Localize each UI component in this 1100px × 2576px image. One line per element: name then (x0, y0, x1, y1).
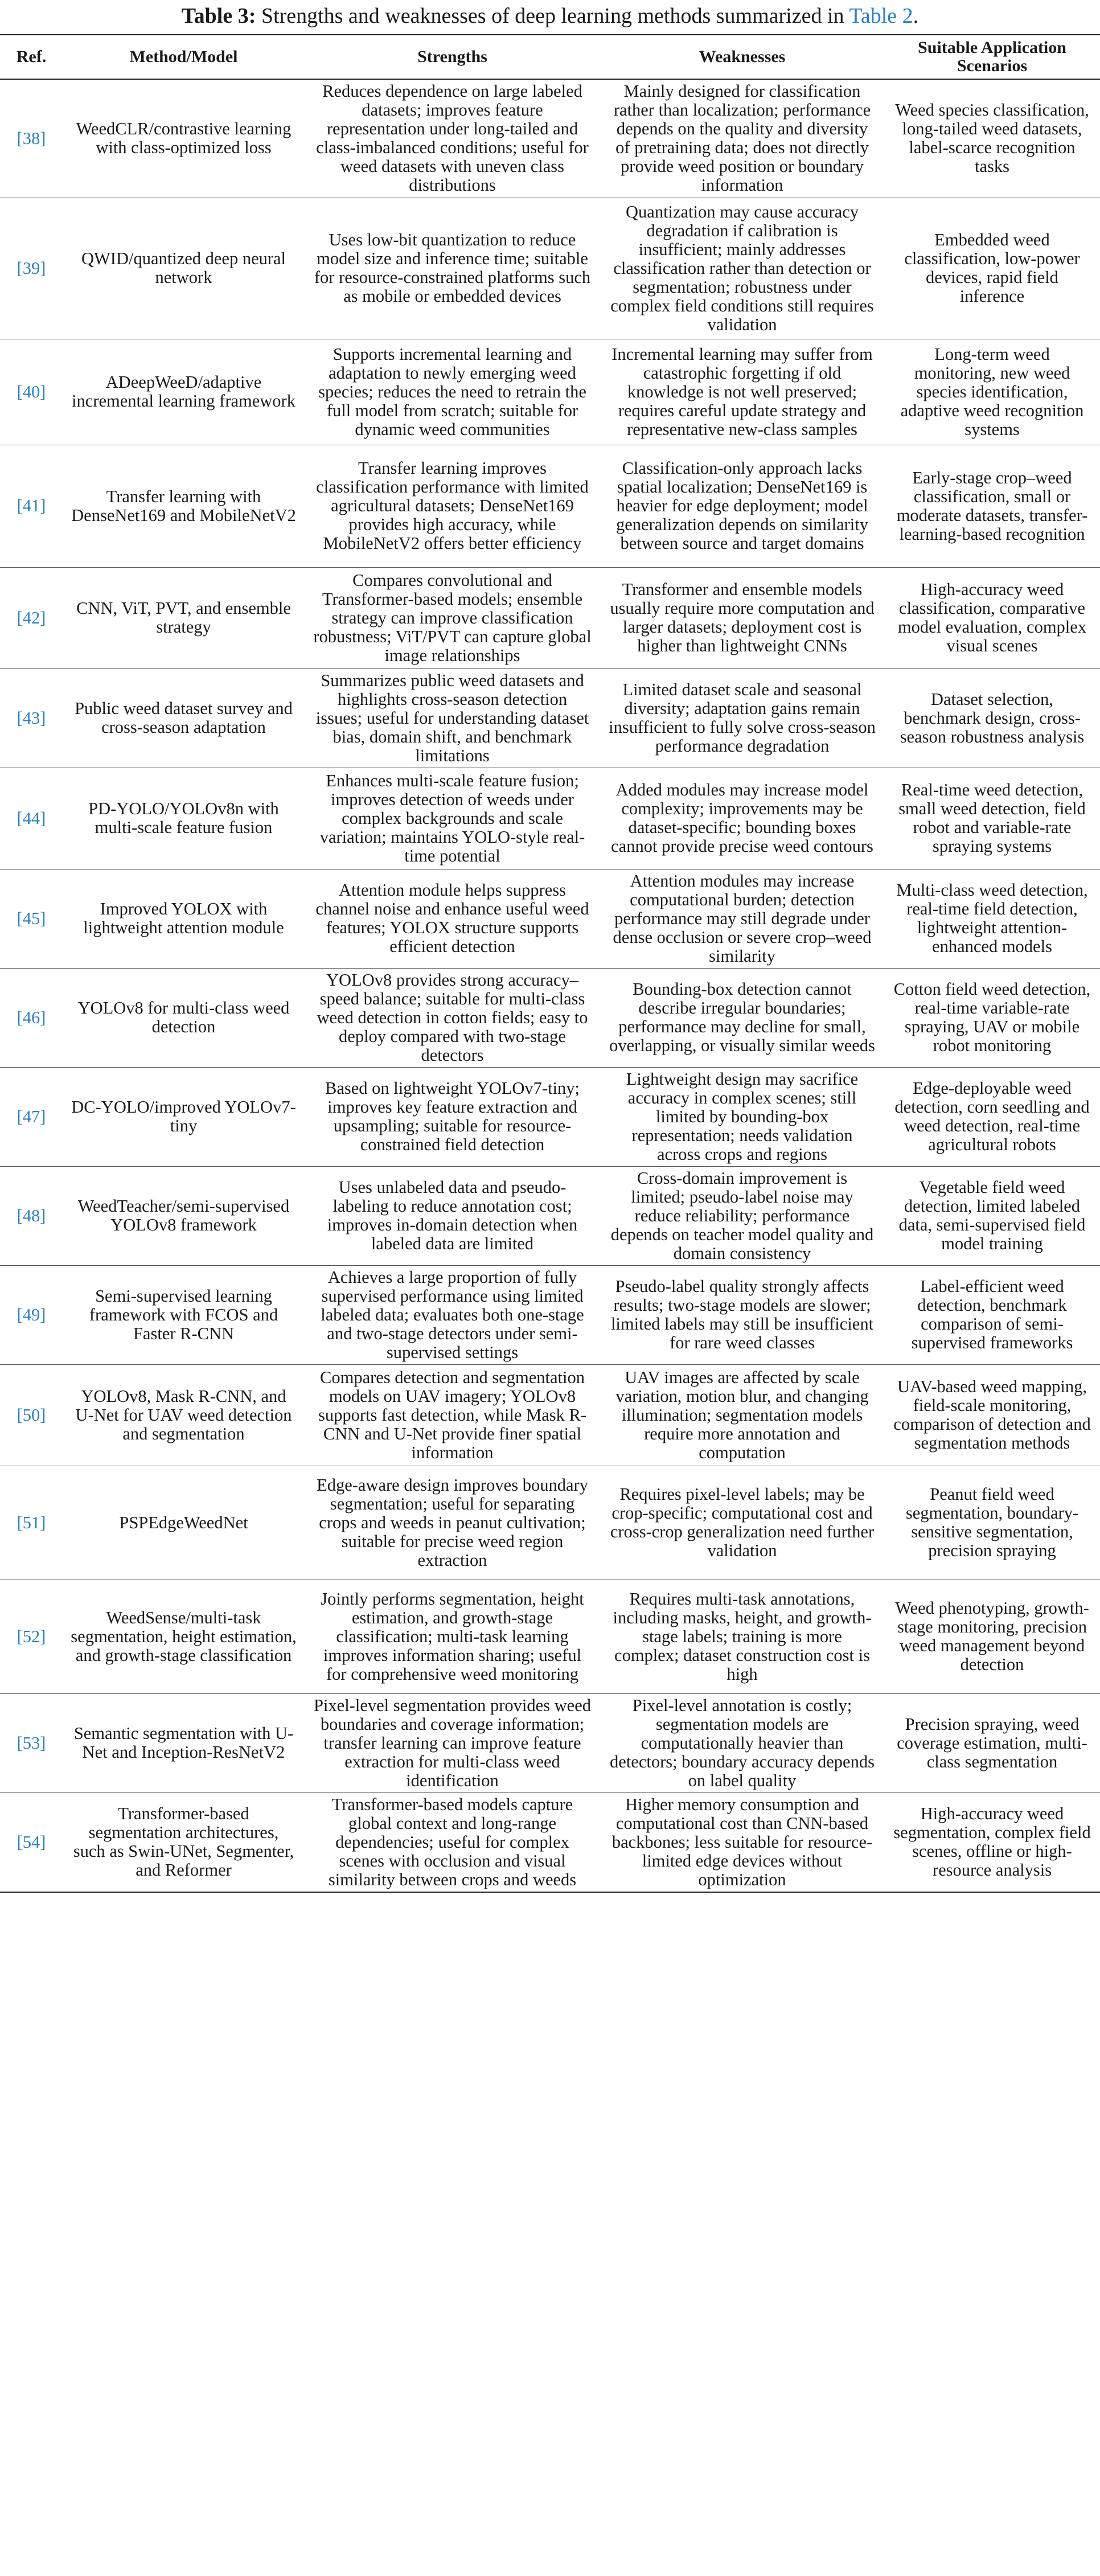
cell-scenarios: UAV-based weed mapping, field-scale monitoring, comparison of detection and segmentation methods (884, 1364, 1100, 1466)
citation-link[interactable]: 40 (22, 382, 40, 401)
table-row (0, 968, 1100, 1067)
cell-weaknesses: Classification-only approach lacks spatial localization; DenseNet169 is heavier for edge deployment; model generalization depends on similarity between source and target domains (600, 445, 884, 567)
table-body (0, 79, 1100, 1892)
cell-strengths: Compares convolutional and Transformer-based models; ensemble strategy can improve classification robustness; ViT/PVT can capture global image relationships (305, 567, 600, 668)
table-row (0, 567, 1100, 668)
cell-strengths: Pixel-level segmentation provides weed boundaries and coverage information; transfer learning can improve feature extraction for multi-class weed identification (305, 1693, 600, 1792)
cell-weaknesses: Cross-domain improvement is limited; pseudo-label noise may reduce reliability; performance depends on teacher model quality and domain consistency (600, 1166, 884, 1265)
citation-link[interactable]: 51 (22, 1512, 40, 1532)
cell-strengths: Based on lightweight YOLOv7-tiny; improves key feature extraction and upsampling; suitable for resource-constrained field detection (305, 1067, 600, 1166)
cell-weaknesses: Pseudo-label quality strongly affects results; two-stage models are slower; limited labels may still be insufficient for rare weed classes (600, 1265, 884, 1364)
cell-method: WeedSense/multi-task segmentation, height estimation, and growth-stage classification (63, 1580, 305, 1693)
citation-link[interactable]: 43 (22, 708, 40, 728)
table-row (0, 1792, 1100, 1892)
table-row (0, 668, 1100, 768)
table-row (0, 768, 1100, 869)
header-strengths: Strengths (305, 35, 600, 79)
cell-weaknesses: UAV images are affected by scale variation, motion blur, and changing illumination; segmentation models require more annotation and computation (600, 1364, 884, 1466)
header-ref: Ref. (0, 35, 63, 79)
citation-link[interactable]: 38 (22, 128, 40, 148)
header-method: Method/Model (63, 35, 305, 79)
cell-strengths: Transfer learning improves classification performance with limited agricultural datasets; DenseNet169 provides high accuracy, while MobileNetV2 offers better efficiency (305, 445, 600, 567)
cell-method: DC-YOLO/improved YOLOv7-tiny (63, 1067, 305, 1166)
citation-link[interactable]: 49 (22, 1305, 40, 1324)
cell-ref: [46] (0, 968, 63, 1067)
cell-method: PD-YOLO/YOLOv8n with multi-scale feature fusion (63, 768, 305, 869)
cell-strengths: Reduces dependence on large labeled datasets; improves feature representation under long-tailed and class-imbalanced conditions; useful for weed datasets with uneven class distributions (305, 79, 600, 198)
cell-ref: [42] (0, 567, 63, 668)
cell-ref: [50] (0, 1364, 63, 1466)
cell-strengths: Achieves a large proportion of fully supervised performance using limited labeled data; evaluates both one-stage and two-stage detectors under semi-supervised settings (305, 1265, 600, 1364)
cell-method: Public weed dataset survey and cross-season adaptation (63, 668, 305, 768)
citation-link[interactable]: 53 (22, 1733, 40, 1753)
cell-method: Semantic segmentation with U-Net and Inception-ResNetV2 (63, 1693, 305, 1792)
cell-strengths: Enhances multi-scale feature fusion; improves detection of weeds under complex backgrounds and scale variation; maintains YOLO-style real-time potential (305, 768, 600, 869)
cell-strengths: Summarizes public weed datasets and highlights cross-season detection issues; useful for understanding dataset bias, domain shift, and benchmark limitations (305, 668, 600, 768)
cell-ref: [43] (0, 668, 63, 768)
cell-scenarios: Early-stage crop–weed classification, small or moderate datasets, transfer-learning-based recognition (884, 445, 1100, 567)
table-row (0, 79, 1100, 198)
cell-strengths: Supports incremental learning and adaptation to newly emerging weed species; reduces the need to retrain the full model from scratch; suitable for dynamic weed communities (305, 339, 600, 445)
table-caption (0, 0, 1100, 34)
citation-link[interactable]: 41 (22, 496, 40, 515)
cell-ref: [44] (0, 768, 63, 869)
cell-scenarios: Edge-deployable weed detection, corn seedling and weed detection, real-time agricultural robots (884, 1067, 1100, 1166)
caption-end: . (913, 4, 919, 28)
cell-ref: [45] (0, 869, 63, 968)
citation-link[interactable]: 42 (22, 608, 40, 627)
cell-ref: [38] (0, 79, 63, 198)
table-row (0, 445, 1100, 567)
cell-weaknesses: Bounding-box detection cannot describe irregular boundaries; performance may decline for small, overlapping, or visually similar weeds (600, 968, 884, 1067)
cell-weaknesses: Limited dataset scale and seasonal diversity; adaptation gains remain insufficient to fully solve cross-season performance degradation (600, 668, 884, 768)
table-row (0, 198, 1100, 339)
comparison-table (0, 34, 1100, 1893)
table-row (0, 339, 1100, 445)
cell-weaknesses: Higher memory consumption and computational cost than CNN-based backbones; less suitable for resource-limited edge devices without optimization (600, 1792, 884, 1892)
cell-scenarios: High-accuracy weed classification, comparative model evaluation, complex visual scenes (884, 567, 1100, 668)
citation-link[interactable]: 50 (22, 1405, 40, 1425)
cell-method: Improved YOLOX with lightweight attention module (63, 869, 305, 968)
table-row (0, 1166, 1100, 1265)
cell-ref: [54] (0, 1792, 63, 1892)
citation-link[interactable]: 46 (22, 1007, 40, 1027)
cell-method: YOLOv8, Mask R-CNN, and U-Net for UAV weed detection and segmentation (63, 1364, 305, 1466)
table-row (0, 869, 1100, 968)
citation-link[interactable]: 54 (22, 1832, 40, 1852)
cell-method: Transfer learning with DenseNet169 and MobileNetV2 (63, 445, 305, 567)
cell-ref: [39] (0, 198, 63, 339)
cell-strengths: Compares detection and segmentation models on UAV imagery; YOLOv8 supports fast detection, while Mask R-CNN and U-Net provide finer spatial information (305, 1364, 600, 1466)
cell-ref: [47] (0, 1067, 63, 1166)
cell-strengths: Uses unlabeled data and pseudo-labeling to reduce annotation cost; improves in-domain detection when labeled data are limited (305, 1166, 600, 1265)
cell-weaknesses: Quantization may cause accuracy degradation if calibration is insufficient; mainly addresses classification rather than detection or segmentation; robustness under complex field conditions still requires validation (600, 198, 884, 339)
cell-weaknesses: Requires pixel-level labels; may be crop-specific; computational cost and cross-crop generalization need further validation (600, 1466, 884, 1580)
caption-text: Strengths and weaknesses of deep learning methods summarized in (256, 4, 849, 28)
cell-scenarios: Weed species classification, long-tailed weed datasets, label-scarce recognition tasks (884, 79, 1100, 198)
table-row (0, 1067, 1100, 1166)
citation-link[interactable]: 44 (22, 808, 40, 828)
cell-weaknesses: Added modules may increase model complexity; improvements may be dataset-specific; bounding boxes cannot provide precise weed contours (600, 768, 884, 869)
cell-scenarios: Cotton field weed detection, real-time variable-rate spraying, UAV or mobile robot monitoring (884, 968, 1100, 1067)
cell-method: Transformer-based segmentation architectures, such as Swin-UNet, Segmenter, and Reformer (63, 1792, 305, 1892)
cell-ref: [49] (0, 1265, 63, 1364)
cell-weaknesses: Mainly designed for classification rather than localization; performance depends on the quality and diversity of pretraining data; does not directly provide weed position or boundary information (600, 79, 884, 198)
cell-ref: [51] (0, 1466, 63, 1580)
cell-strengths: Edge-aware design improves boundary segmentation; useful for separating crops and weeds in peanut cultivation; suitable for precise weed region extraction (305, 1466, 600, 1580)
cell-method: CNN, ViT, PVT, and ensemble strategy (63, 567, 305, 668)
table-row (0, 1466, 1100, 1580)
cell-method: YOLOv8 for multi-class weed detection (63, 968, 305, 1067)
cell-ref: [40] (0, 339, 63, 445)
citation-link[interactable]: 48 (22, 1205, 40, 1225)
cell-weaknesses: Attention modules may increase computational burden; detection performance may still degrade under dense occlusion or severe crop–weed similarity (600, 869, 884, 968)
table-2-link[interactable]: Table 2 (849, 4, 913, 28)
cell-weaknesses: Pixel-level annotation is costly; segmentation models are computationally heavier than detectors; boundary accuracy depends on label quality (600, 1693, 884, 1792)
cell-ref: [52] (0, 1580, 63, 1693)
cell-weaknesses: Requires multi-task annotations, including masks, height, and growth-stage labels; training is more complex; dataset construction cost is high (600, 1580, 884, 1693)
cell-scenarios: Dataset selection, benchmark design, cross-season robustness analysis (884, 668, 1100, 768)
table-header-row (0, 35, 1100, 79)
cell-scenarios: Long-term weed monitoring, new weed species identification, adaptive weed recognition systems (884, 339, 1100, 445)
cell-scenarios: Precision spraying, weed coverage estimation, multi-class segmentation (884, 1693, 1100, 1792)
caption-label: Table 3: (181, 4, 256, 28)
citation-link[interactable]: 52 (22, 1626, 40, 1646)
cell-ref: [48] (0, 1166, 63, 1265)
citation-link[interactable]: 47 (22, 1106, 40, 1126)
table-row (0, 1693, 1100, 1792)
cell-scenarios: Embedded weed classification, low-power devices, rapid field inference (884, 198, 1100, 339)
table-row (0, 1364, 1100, 1466)
cell-scenarios: Multi-class weed detection, real-time field detection, lightweight attention-enhanced models (884, 869, 1100, 968)
cell-weaknesses: Transformer and ensemble models usually require more computation and larger datasets; deployment cost is higher than lightweight CNNs (600, 567, 884, 668)
cell-strengths: YOLOv8 provides strong accuracy–speed balance; suitable for multi-class weed detection in cotton fields; easy to deploy compared with two-stage detectors (305, 968, 600, 1067)
cell-strengths: Attention module helps suppress channel noise and enhance useful weed features; YOLOX structure supports efficient detection (305, 869, 600, 968)
cell-strengths: Uses low-bit quantization to reduce model size and inference time; suitable for resource-constrained platforms such as mobile or embedded devices (305, 198, 600, 339)
cell-strengths: Jointly performs segmentation, height estimation, and growth-stage classification; multi-task learning improves information sharing; useful for comprehensive weed monitoring (305, 1580, 600, 1693)
table-row (0, 1265, 1100, 1364)
cell-ref: [53] (0, 1693, 63, 1792)
cell-method: PSPEdgeWeedNet (63, 1466, 305, 1580)
cell-scenarios: Weed phenotyping, growth-stage monitoring, precision weed management beyond detection (884, 1580, 1100, 1693)
cell-scenarios: Label-efficient weed detection, benchmark comparison of semi-supervised frameworks (884, 1265, 1100, 1364)
cell-method: QWID/quantized deep neural network (63, 198, 305, 339)
cell-method: ADeepWeeD/adaptive incremental learning framework (63, 339, 305, 445)
cell-weaknesses: Lightweight design may sacrifice accuracy in complex scenes; still limited by bounding-box representation; needs validation across crops and regions (600, 1067, 884, 1166)
header-weaknesses: Weaknesses (600, 35, 884, 79)
cell-scenarios: High-accuracy weed segmentation, complex field scenes, offline or high-resource analysis (884, 1792, 1100, 1892)
cell-weaknesses: Incremental learning may suffer from catastrophic forgetting if old knowledge is not well preserved; requires careful update strategy and representative new-class samples (600, 339, 884, 445)
cell-method: WeedTeacher/semi-supervised YOLOv8 framework (63, 1166, 305, 1265)
header-scenarios: Suitable Application Scenarios (884, 35, 1100, 79)
citation-link[interactable]: 45 (22, 908, 40, 928)
cell-ref: [41] (0, 445, 63, 567)
cell-scenarios: Vegetable field weed detection, limited labeled data, semi-supervised field model training (884, 1166, 1100, 1265)
cell-scenarios: Peanut field weed segmentation, boundary-sensitive segmentation, precision spraying (884, 1466, 1100, 1580)
cell-method: WeedCLR/contrastive learning with class-optimized loss (63, 79, 305, 198)
cell-method: Semi-supervised learning framework with FCOS and Faster R-CNN (63, 1265, 305, 1364)
cell-strengths: Transformer-based models capture global context and long-range dependencies; useful for complex scenes with occlusion and visual similarity between crops and weeds (305, 1792, 600, 1892)
citation-link[interactable]: 39 (22, 258, 40, 278)
table-row (0, 1580, 1100, 1693)
cell-scenarios: Real-time weed detection, small weed detection, field robot and variable-rate spraying systems (884, 768, 1100, 869)
